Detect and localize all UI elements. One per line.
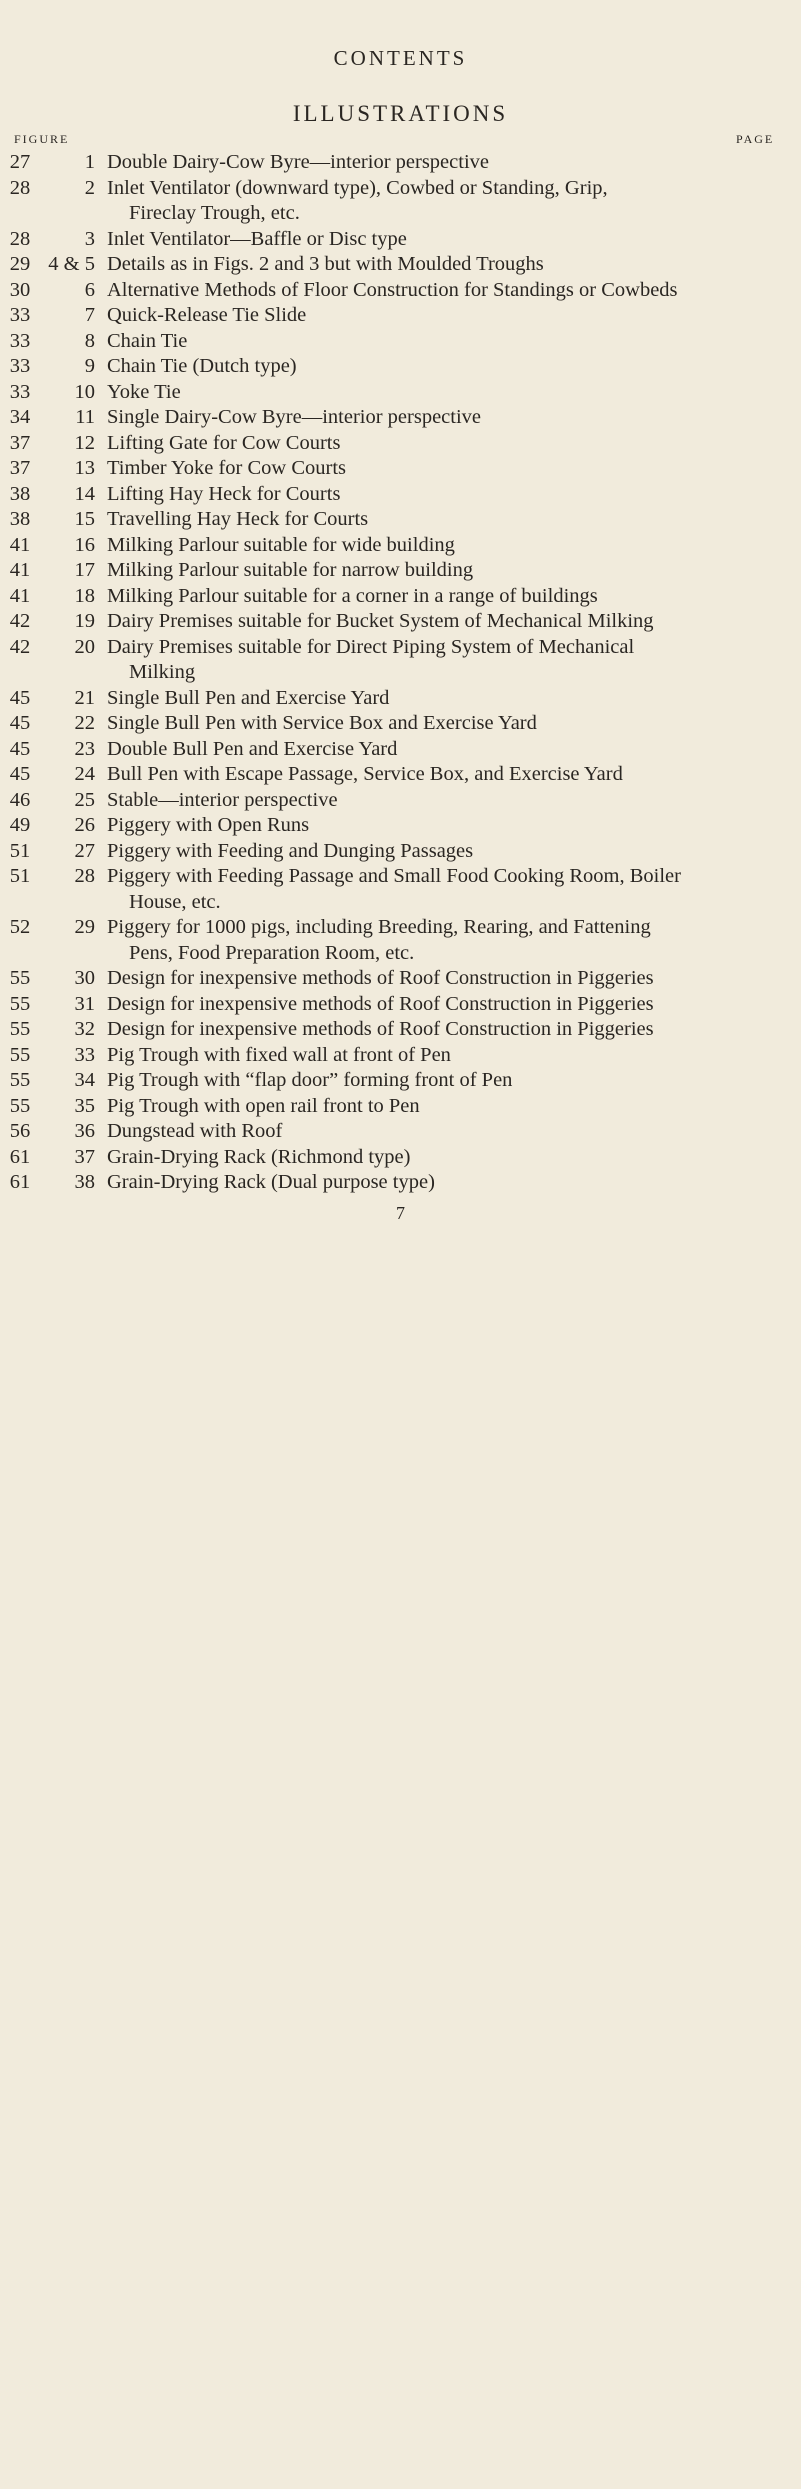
list-item [0,533,801,559]
figure-number: 20 [74,635,95,658]
figure-title-line: Piggery with Feeding Passage and Small Food Cooking Room, Boiler [107,865,681,887]
figure-title [107,686,724,712]
section-title: ILLUSTRATIONS [292,101,509,126]
list-item [0,686,801,712]
figure-title [107,252,724,278]
list-item [0,227,801,253]
figure-title [107,150,724,176]
figure-title-line: Design for inexpensive methods of Roof Construction in Piggeries [107,1018,654,1040]
list-item [0,405,801,431]
list-item [0,737,801,763]
list-item [0,864,801,915]
figure-number: 10 [74,380,95,403]
figure-title [107,1170,724,1196]
figure-title [107,1068,724,1094]
figure-title-line: Piggery for 1000 pigs, including Breeding, Rearing, and Fattening [107,916,651,938]
page-number: 33 [9,304,31,326]
figure-title-line: Piggery with Open Runs [107,814,310,836]
list-item [0,966,801,992]
list-item [0,1068,801,1094]
page-number: 33 [9,380,31,403]
page-number: 49 [9,814,31,836]
figure-title-line: Dairy Premises suitable for Direct Piping System of Mechanical [107,635,635,658]
figure-title [107,584,724,610]
figure-title-line: Milking Parlour suitable for a corner in a range of buildings [107,584,598,607]
figure-title-line: Timber Yoke for Cow Courts [107,457,347,479]
page-number: 41 [9,584,31,607]
figure-title-line: Single Bull Pen and Exercise Yard [107,686,390,709]
page-number: 37 [9,457,31,479]
figure-number: 1 [84,151,95,173]
page-number: 46 [9,788,31,811]
figure-title [107,788,724,814]
list-item [0,252,801,278]
figure-title [107,1145,724,1171]
figure-number: 21 [74,686,95,709]
figure-title [107,609,724,635]
list-item [0,558,801,584]
figure-number: 16 [74,533,95,556]
figure-number: 26 [74,814,95,836]
figure-title [107,1043,724,1069]
figure-number: 31 [74,992,95,1015]
list-item [0,635,801,686]
page-number: 45 [9,712,31,734]
figure-title [107,482,724,508]
figure-number: 24 [74,763,95,785]
list-item [0,788,801,814]
figure-title [107,966,724,992]
figure-title-line: Design for inexpensive methods of Roof Construction in Piggeries [107,967,654,989]
list-item [0,380,801,406]
figure-title [107,558,724,584]
page-number: 61 [9,1171,31,1193]
figure-title-line: Details as in Figs. 2 and 3 but with Moulded Troughs [107,253,544,275]
list-item [0,1043,801,1069]
figure-number: 7 [84,304,95,326]
figure-number: 18 [74,584,95,607]
figure-number: 11 [75,406,95,428]
list-item [0,329,801,355]
figure-title-line: Single Dairy-Cow Byre—interior perspective [107,406,482,428]
figure-number: 27 [74,839,95,862]
figure-number: 3 [84,227,95,250]
figure-title-line: Milking Parlour suitable for wide building [107,533,455,556]
figure-column-heading: FIGURE [14,132,70,146]
figure-number: 6 [84,278,95,301]
figure-number: 36 [74,1120,95,1142]
page-number: 55 [9,1043,31,1066]
page-number: 34 [9,406,31,428]
figure-title [107,1094,724,1120]
figure-title-line: Grain-Drying Rack (Richmond type) [107,1145,411,1168]
list-item [0,456,801,482]
figure-title-line: Inlet Ventilator—Baffle or Disc type [107,227,407,250]
figure-title [107,737,724,763]
figure-title [107,813,724,839]
list-item [0,354,801,380]
page-number: 51 [9,865,31,887]
figure-number: 32 [74,1018,95,1040]
page-folio: 7 [396,1203,405,1223]
figure-title [107,405,724,431]
figure-title-line: Dungstead with Roof [107,1120,283,1142]
page-number: 55 [9,1018,31,1040]
page-number: 33 [9,355,31,377]
list-item [0,584,801,610]
figure-number: 38 [74,1171,95,1193]
figure-title [107,303,724,329]
figure-number: 33 [74,1043,95,1066]
page-number: 55 [9,992,31,1015]
figure-number: 37 [74,1145,95,1168]
figure-title [107,329,724,355]
page-number: 55 [9,1094,31,1117]
figure-number: 14 [74,482,95,505]
figure-title-continuation: Pens, Food Preparation Room, etc. [129,941,415,964]
page-number: 45 [9,763,31,785]
list-item [0,711,801,737]
figure-title-line: Double Bull Pen and Exercise Yard [107,737,398,760]
figure-title-line: Dairy Premises suitable for Bucket System of Mechanical Milking [107,610,654,632]
figure-number: 17 [74,559,95,581]
figure-title-line: Pig Trough with open rail front to Pen [107,1094,420,1117]
page-number: 28 [9,227,31,250]
figure-title-line: Bull Pen with Escape Passage, Service Box, and Exercise Yard [107,763,623,785]
figure-title-line: Single Bull Pen with Service Box and Exercise Yard [107,712,537,734]
figure-title-line: Lifting Gate for Cow Courts [107,431,341,454]
list-item [0,1145,801,1171]
figure-number: 30 [74,967,95,989]
figure-title-line: Alternative Methods of Floor Construction for Standings or Cowbeds [107,278,678,301]
figure-number: 12 [74,431,95,454]
figure-title-continuation: Milking [129,661,196,683]
figure-number: 19 [74,610,95,632]
figure-title [107,711,724,737]
figure-title [107,762,724,788]
figure-number: 9 [84,355,95,377]
page-column-heading: PAGE [736,132,775,146]
page-number: 37 [9,431,31,454]
figure-number: 8 [84,329,95,352]
page-number: 41 [9,533,31,556]
figure-title-line: Milking Parlour suitable for narrow building [107,559,474,581]
figure-title-line: Quick-Release Tie Slide [107,304,307,326]
page-number: 28 [9,176,31,199]
figure-title [107,533,724,559]
page-number: 45 [9,737,31,760]
figure-title [107,839,724,865]
figure-title-line: Piggery with Feeding and Dunging Passages [107,839,474,862]
list-item [0,150,801,176]
list-item [0,992,801,1018]
figure-number: 4 & 5 [48,253,95,275]
page-number: 51 [9,839,31,862]
figure-number: 15 [74,508,95,530]
figure-number: 34 [74,1069,95,1091]
page-number: 29 [9,253,31,275]
figure-number: 13 [74,457,95,479]
figure-title-line: Travelling Hay Heck for Courts [107,508,369,530]
page-number: 42 [9,635,31,658]
running-head: CONTENTS [333,46,468,70]
figure-number: 35 [74,1094,95,1117]
page-number: 27 [9,151,31,173]
page-number: 56 [9,1120,31,1142]
page-number: 61 [9,1145,31,1168]
figure-title [107,227,724,253]
figure-title-line: Chain Tie [107,329,188,352]
figure-title-line: Chain Tie (Dutch type) [107,355,297,377]
page-number: 45 [9,686,31,709]
figure-title [107,354,724,380]
list-item [0,303,801,329]
figure-title-line: Grain-Drying Rack (Dual purpose type) [107,1171,435,1193]
list-item [0,813,801,839]
figure-title [107,456,724,482]
list-item [0,609,801,635]
figure-title-line: Pig Trough with fixed wall at front of Pen [107,1043,451,1066]
figure-title [107,915,724,966]
list-item [0,431,801,457]
page-number: 38 [9,482,31,505]
list-item [0,839,801,865]
illustrations-list [0,150,801,1196]
page-number: 41 [9,559,31,581]
list-item [0,915,801,966]
figure-title-line: Inlet Ventilator (downward type), Cowbed or Standing, Grip, [107,176,608,199]
page-number: 33 [9,329,31,352]
figure-title [107,1017,724,1043]
figure-title [107,380,724,406]
figure-title [107,507,724,533]
figure-title [107,864,724,915]
figure-number: 29 [74,916,95,938]
figure-title-continuation: House, etc. [129,890,221,913]
list-item [0,278,801,304]
list-item [0,762,801,788]
figure-title-line: Double Dairy-Cow Byre—interior perspective [107,151,489,173]
list-item [0,482,801,508]
page-number: 52 [9,916,31,938]
figure-title [107,992,724,1018]
list-item [0,1017,801,1043]
figure-number: 25 [74,788,95,811]
page-number: 55 [9,1069,31,1091]
figure-title-continuation: Fireclay Trough, etc. [129,202,300,224]
figure-title [107,431,724,457]
figure-title-line: Yoke Tie [107,380,181,403]
figure-title [107,1119,724,1145]
page-number: 42 [9,610,31,632]
figure-number: 2 [84,176,95,199]
figure-title-line: Lifting Hay Heck for Courts [107,482,341,505]
figure-title [107,278,724,304]
list-item [0,1094,801,1120]
figure-title-line: Stable—interior perspective [107,788,338,811]
page-number: 38 [9,508,31,530]
figure-number: 23 [74,737,95,760]
figure-number: 22 [74,712,95,734]
list-item [0,1170,801,1196]
list-item [0,507,801,533]
page-number: 30 [9,278,31,301]
figure-title-line: Design for inexpensive methods of Roof Construction in Piggeries [107,992,654,1015]
list-item [0,1119,801,1145]
figure-title [107,635,724,686]
page-number: 55 [9,967,31,989]
list-item [0,176,801,227]
figure-number: 28 [74,865,95,887]
figure-title-line: Pig Trough with “flap door” forming front of Pen [107,1069,513,1091]
figure-title [107,176,724,227]
